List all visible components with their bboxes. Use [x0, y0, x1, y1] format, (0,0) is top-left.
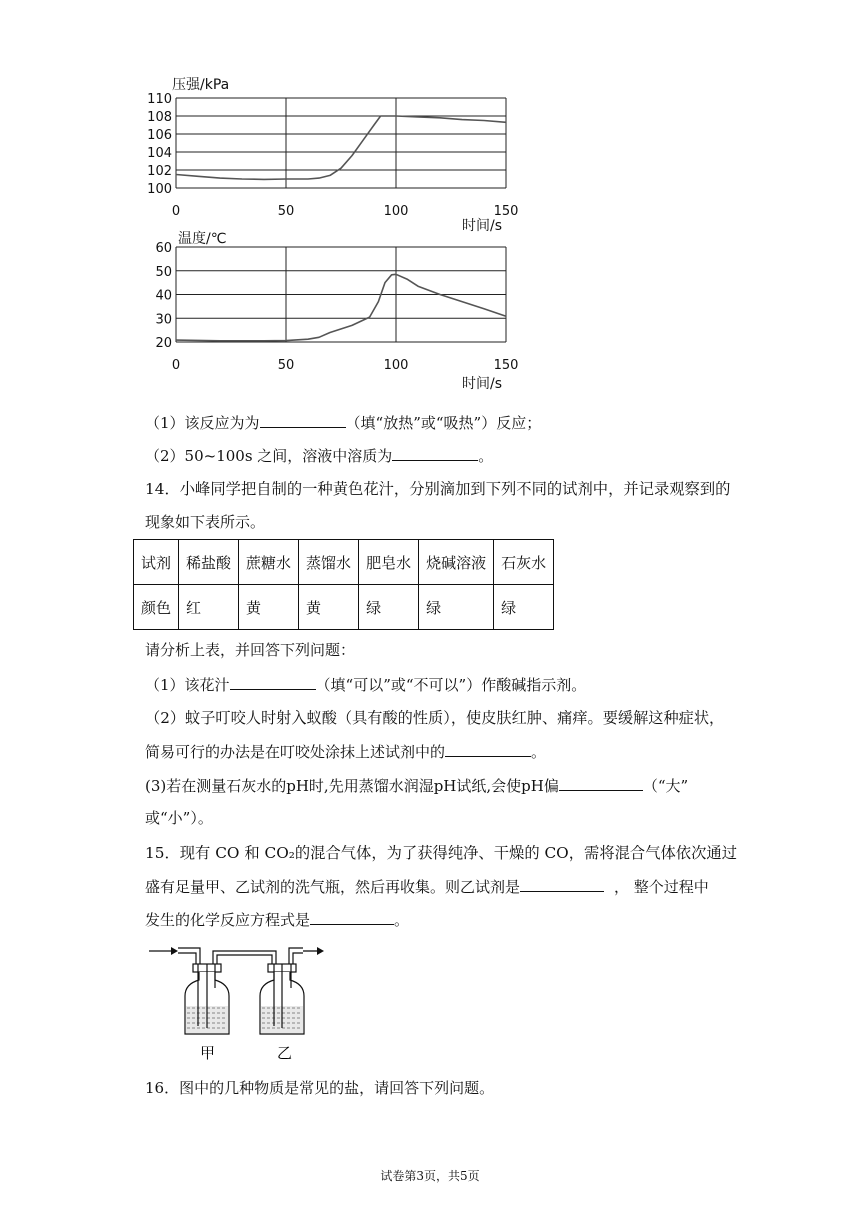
q16-text: 16．图中的几种物质是常见的盐，请回答下列问题。	[145, 1079, 495, 1097]
table-cell: 烧碱溶液	[419, 540, 494, 585]
x-tick-label: 100	[383, 358, 409, 373]
x-axis-label: 时间/s	[462, 218, 503, 232]
temperature-chart	[138, 228, 528, 396]
answer-blank[interactable]	[559, 775, 643, 791]
y-tick-label: 50	[155, 264, 172, 280]
table-cell: 试剂	[134, 540, 179, 585]
page-footer: 试卷第3页，共5页	[380, 1169, 480, 1183]
table-cell: 红	[179, 585, 239, 630]
q14-part1-text-b: （填“可以”或“不可以”）作酸碱指示剂。	[315, 676, 587, 694]
q14-part2-text-a: 简易可行的办法是在叮咬处涂抹上述试剂中的	[145, 743, 446, 761]
q14-part3-line2: 或“小”）。	[145, 809, 213, 827]
q14-part3-text-b: （“大”	[642, 777, 689, 795]
y-tick-label: 104	[147, 146, 172, 161]
bottle-yi	[260, 964, 304, 1034]
table-row	[134, 540, 554, 585]
table-cell: 蒸馏水	[299, 540, 359, 585]
q14-intro-line1: 14．小峰同学把自制的一种黄色花汁，分别滴加到下列不同的试剂中，并记录观察到的	[145, 480, 731, 498]
y-tick-label: 108	[147, 110, 172, 125]
q14-part1	[145, 674, 586, 695]
q15-line2-text-a: 盛有足量甲、乙试剂的洗气瓶，然后再收集。则乙试剂是	[145, 878, 521, 896]
q14-after-table: 请分析上表，并回答下列问题：	[145, 641, 356, 659]
q13-part2	[145, 445, 493, 466]
q14-part3-text-a: (3)若在测量石灰水的pH时,先用蒸馏水润湿pH试纸,会使pH偏	[145, 777, 559, 795]
y-tick-label: 106	[147, 128, 172, 143]
q13-part1-text-b: （填“放热”或“吸热”）反应；	[345, 414, 542, 432]
x-tick-label: 0	[171, 204, 181, 219]
answer-blank[interactable]	[445, 741, 531, 757]
x-tick-label: 150	[493, 358, 519, 373]
answer-blank[interactable]	[310, 909, 394, 925]
y-tick-label: 30	[155, 312, 172, 328]
answer-blank[interactable]	[392, 445, 478, 461]
table-cell: 黄	[299, 585, 359, 630]
table-cell: 蔗糖水	[239, 540, 299, 585]
y-tick-label: 110	[147, 92, 172, 107]
table-cell: 颜色	[134, 585, 179, 630]
q15-line3-text-a: 发生的化学反应方程式是	[145, 911, 311, 929]
x-tick-label: 100	[383, 204, 409, 219]
y-axis-label: 压强/kPa	[172, 77, 230, 93]
reagent-table	[133, 539, 554, 630]
q15-line3-text-b: 。	[394, 911, 410, 929]
q14-part2-text-b: 。	[531, 743, 547, 761]
table-cell: 黄	[239, 585, 299, 630]
table-cell: 绿	[359, 585, 419, 630]
table-cell: 石灰水	[494, 540, 554, 585]
q13-part2-text-b: 。	[478, 447, 494, 465]
bottle-label-yi: 乙	[277, 1044, 293, 1062]
y-tick-label: 100	[147, 182, 172, 197]
gas-washing-bottles-diagram	[145, 938, 345, 1068]
pressure-chart	[138, 72, 528, 232]
x-axis-label: 时间/s	[462, 376, 503, 392]
q13-part1	[145, 412, 541, 433]
bottle-jia	[185, 964, 229, 1034]
q15-line2-text-b: ， 整个过程中	[614, 878, 709, 896]
q14-part2-line2	[145, 741, 546, 762]
table-cell: 肥皂水	[359, 540, 419, 585]
x-tick-label: 50	[277, 204, 295, 219]
q13-part2-text-a: （2）50~100s 之间，溶液中溶质为	[145, 447, 393, 465]
table-cell: 稀盐酸	[179, 540, 239, 585]
q15-line2	[145, 876, 709, 897]
answer-blank[interactable]	[230, 674, 316, 690]
q13-part1-text-a: （1）该反应为为	[145, 414, 260, 432]
outlet-arrow-icon	[303, 947, 324, 955]
answer-blank[interactable]	[260, 412, 346, 428]
pressure-chart-svg	[138, 72, 528, 232]
x-tick-label: 50	[277, 358, 295, 373]
y-tick-label: 20	[155, 336, 172, 351]
table-cell: 绿	[494, 585, 554, 630]
y-tick-label: 60	[155, 241, 172, 256]
y-axis-label: 温度/℃	[178, 231, 227, 247]
connecting-tubes	[178, 948, 303, 964]
table-cell: 绿	[419, 585, 494, 630]
q14-part2-line1: （2）蚊子叮咬人时射入蚁酸（具有酸的性质），使皮肤红肿、痛痒。要缓解这种症状，	[145, 709, 725, 727]
y-tick-label: 40	[155, 288, 172, 304]
x-tick-label: 150	[493, 204, 519, 219]
q14-part1-text-a: （1）该花汁	[145, 676, 230, 694]
inlet-arrow-icon	[149, 947, 178, 955]
series-line	[176, 274, 506, 341]
x-tick-label: 0	[171, 358, 181, 373]
q14-part3-line1	[145, 775, 688, 796]
answer-blank[interactable]	[520, 876, 604, 892]
temperature-chart-svg	[138, 228, 528, 396]
bottle-label-jia: 甲	[200, 1044, 216, 1062]
q15-line3	[145, 909, 409, 930]
y-tick-label: 102	[147, 164, 172, 179]
q14-intro-line2: 现象如下表所示。	[145, 513, 266, 531]
q15-line1: 15．现有 CO 和 CO₂的混合气体，为了获得纯净、干燥的 CO，需将混合气体依次通过	[145, 844, 737, 862]
table-row	[134, 585, 554, 630]
